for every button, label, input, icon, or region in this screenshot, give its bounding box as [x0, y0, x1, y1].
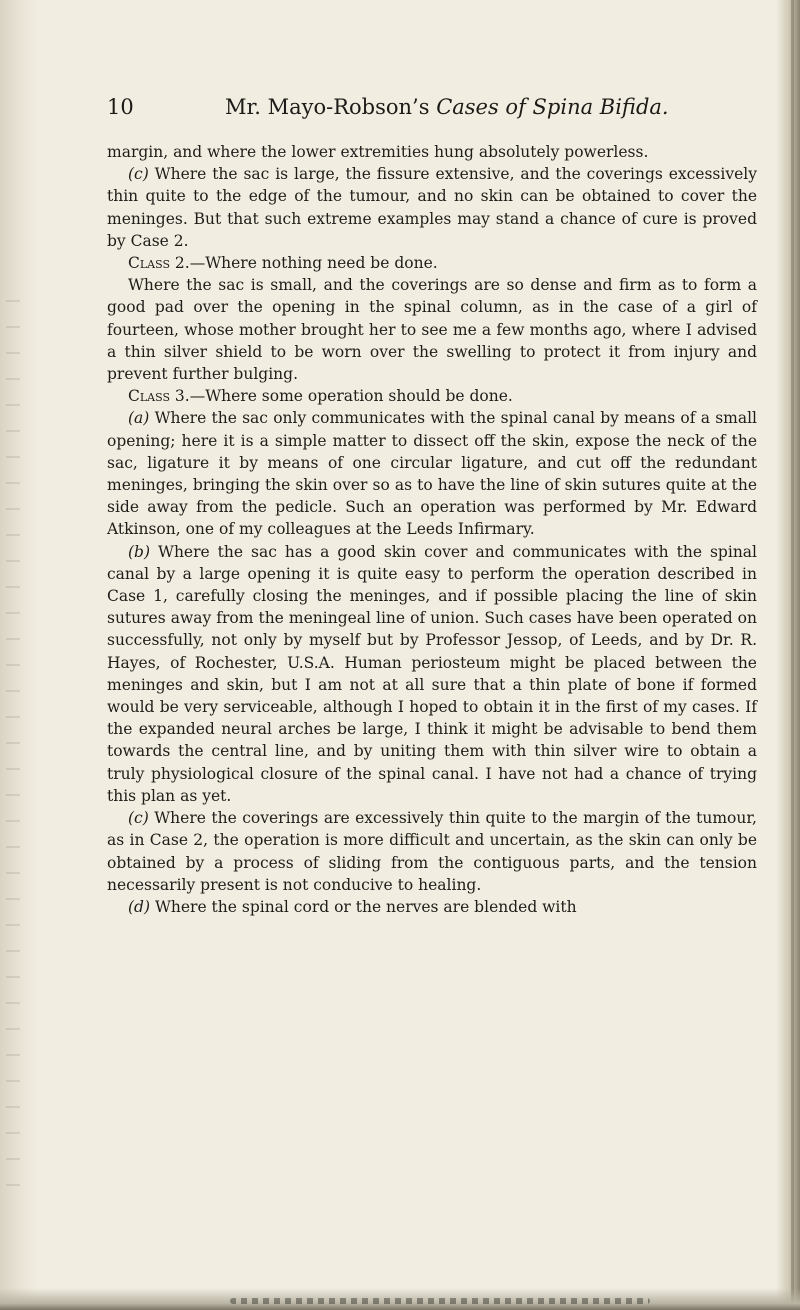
paragraph-text: Where the sac has a good skin cover and communicates with the spinal canal by a large opening it is quite easy to perform the operation described in Case 1, carefully closing the meninges, and if possible placing the line of skin sutures away from the meningeal line of union. Such cases have been operated on successfully, not only by myself but by Professor Jessop, of Leeds, and by Dr. R. Hayes, of Rochester, U.S.A. Human periosteum might be placed between the meninges and skin, but I am not at all sure that a thin plate of bone if formed would be very serviceable, although I hoped to obtain it in the first of my cases. If the expanded neural arches be large, I think it might be advisable to bend them towards the central line, and by uniting them with thin silver wire to obtain a truly physiological closure of the spinal canal. I have not had a chance of trying this plan as yet.	[107, 542, 757, 805]
paragraph	[107, 807, 757, 896]
case-label: (b)	[128, 542, 151, 561]
running-title	[225, 95, 669, 119]
page-number: 10	[107, 95, 134, 119]
running-header	[107, 95, 757, 129]
running-title-author: Mr. Mayo-Robson’s	[225, 95, 437, 119]
paragraph	[107, 407, 757, 540]
paragraph-text: Where the spinal cord or the nerves are blended with	[150, 897, 577, 916]
paragraph	[107, 896, 757, 918]
body-text	[107, 141, 757, 918]
case-label: (a)	[128, 409, 150, 428]
case-label: (c)	[128, 165, 149, 184]
paragraph	[107, 541, 757, 807]
paragraph-text: 2.—Where nothing need be done.	[170, 254, 438, 273]
binding-texture	[6, 300, 20, 1200]
paragraph-text: margin, and where the lower extremities hung absolutely powerless.	[107, 143, 649, 161]
page-edge-shadow	[776, 0, 800, 1310]
case-label: (d)	[128, 897, 151, 916]
paragraph-text: Where the coverings are excessively thin quite to the margin of the tumour, as in Case 2, the operation is more difficult and uncertain, as the skin can only be obtained by a process of sliding from the contiguous parts, and the tension necessarily present is not conducive to healing.	[107, 809, 757, 894]
paragraph-text: Where the sac is large, the fissure extensive, and the coverings excessively thin quite to the edge of the tumour, and no skin can be obtained to cover the meninges. But that such extreme examples may stand a chance of cure is proved by Case 2.	[107, 165, 757, 250]
paragraph	[107, 163, 757, 252]
paragraph	[107, 252, 757, 274]
paragraph	[107, 274, 757, 385]
paragraph-text: Where the sac is small, and the coverings are so dense and firm as to form a good pad over the opening in the spinal column, as in the case of a girl of fourteen, whose mother brought her to see me a few months ago, where I advised a thin silver shield to be worn over the swelling to protect it from injury and prevent further bulging.	[107, 276, 757, 384]
ink-smudge	[230, 1298, 650, 1304]
paragraph	[107, 385, 757, 407]
case-label: (c)	[128, 809, 149, 828]
class-heading-label: Class	[128, 387, 170, 406]
paragraph	[107, 141, 757, 163]
paragraph-text: Where the sac only communicates with the spinal canal by means of a small opening; here it is a simple matter to dissect off the skin, expose the neck of the sac, ligature it by means of one circular ligature, and cut off the redundant meninges, bringing the skin over so as to have the line of skin sutures quite at the side away from the pedicle. Such an operation was performed by Mr. Edward Atkinson, one of my colleagues at the Leeds Infirmary.	[107, 409, 757, 539]
page-edge-line	[791, 0, 794, 1310]
class-heading-label: Class	[128, 254, 170, 273]
running-title-italic: Cases of Spina Bifida.	[436, 95, 669, 119]
paragraph-text: 3.—Where some operation should be done.	[170, 387, 513, 406]
